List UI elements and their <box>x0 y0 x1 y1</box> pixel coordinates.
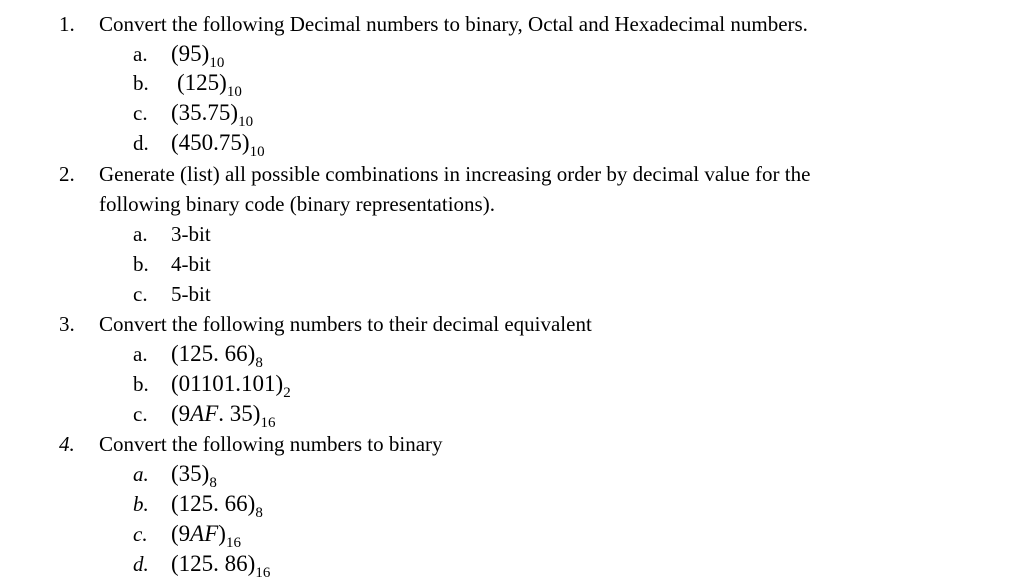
number-expression: $(450.75)_{10}$ <box>171 130 265 160</box>
question-number: 2. <box>59 162 75 186</box>
bit-length: 5-bit <box>171 282 211 306</box>
number-expression: $(9AF)_{16}$ <box>171 521 241 551</box>
question-text: Convert the following Decimal numbers to binary, Octal and Hexadecimal numbers. <box>99 12 808 36</box>
question-number: 1. <box>59 12 75 36</box>
part-letter: a. <box>133 342 148 366</box>
part-letter: c. <box>133 282 148 306</box>
number-base: 16 <box>260 415 276 431</box>
part-letter: d. <box>133 552 149 576</box>
number-base: 10 <box>209 55 225 71</box>
bit-length: 4-bit <box>171 252 211 276</box>
part-letter: c. <box>133 402 148 426</box>
part-letter: a. <box>133 222 148 246</box>
part-letter: b. <box>133 71 149 95</box>
number-base: 16 <box>255 565 271 581</box>
question-text: Convert the following numbers to their decimal equivalent <box>99 312 592 336</box>
number-base: 10 <box>238 114 254 130</box>
number-base: 16 <box>225 535 241 551</box>
bit-length: 3-bit <box>171 222 211 246</box>
number-expression: (125. $66)_8$ <box>171 341 263 371</box>
number-expression: (125. $66)_8$ <box>171 491 263 521</box>
part-letter: a. <box>133 462 149 486</box>
part-letter: b. <box>133 252 149 276</box>
part-letter: c. <box>133 101 148 125</box>
number-expression: $(35)_8$ <box>171 461 217 491</box>
part-letter: b. <box>133 372 149 396</box>
number-base: 10 <box>226 84 242 100</box>
number-base: 10 <box>249 144 265 160</box>
number-expression: $(95)_{10}$ <box>171 41 225 71</box>
part-letter: a. <box>133 42 148 66</box>
number-base: 2 <box>283 385 291 401</box>
question-text-line-1: Generate (list) all possible combinations in increasing order by decimal value for the <box>99 162 811 186</box>
part-letter: b. <box>133 492 149 516</box>
question-number: 3. <box>59 312 75 336</box>
question-number: 4. <box>59 432 75 456</box>
number-base: 8 <box>255 505 263 521</box>
number-expression: $(35.75)_{10}$ <box>171 100 254 130</box>
number-base: 8 <box>255 355 263 371</box>
number-base: 8 <box>209 475 217 491</box>
question-text-line-2: following binary code (binary representations). <box>99 192 495 216</box>
number-expression: (9AF. $35)_{16}$ <box>171 401 276 431</box>
part-letter: c. <box>133 522 148 546</box>
number-expression: $(01101.101)_2$ <box>171 371 291 401</box>
question-text: Convert the following numbers to binary <box>99 432 443 456</box>
part-letter: d. <box>133 131 149 155</box>
number-expression: $(125)_{10}$ <box>177 70 242 100</box>
number-expression: (125. $86)_{16}$ <box>171 551 271 581</box>
